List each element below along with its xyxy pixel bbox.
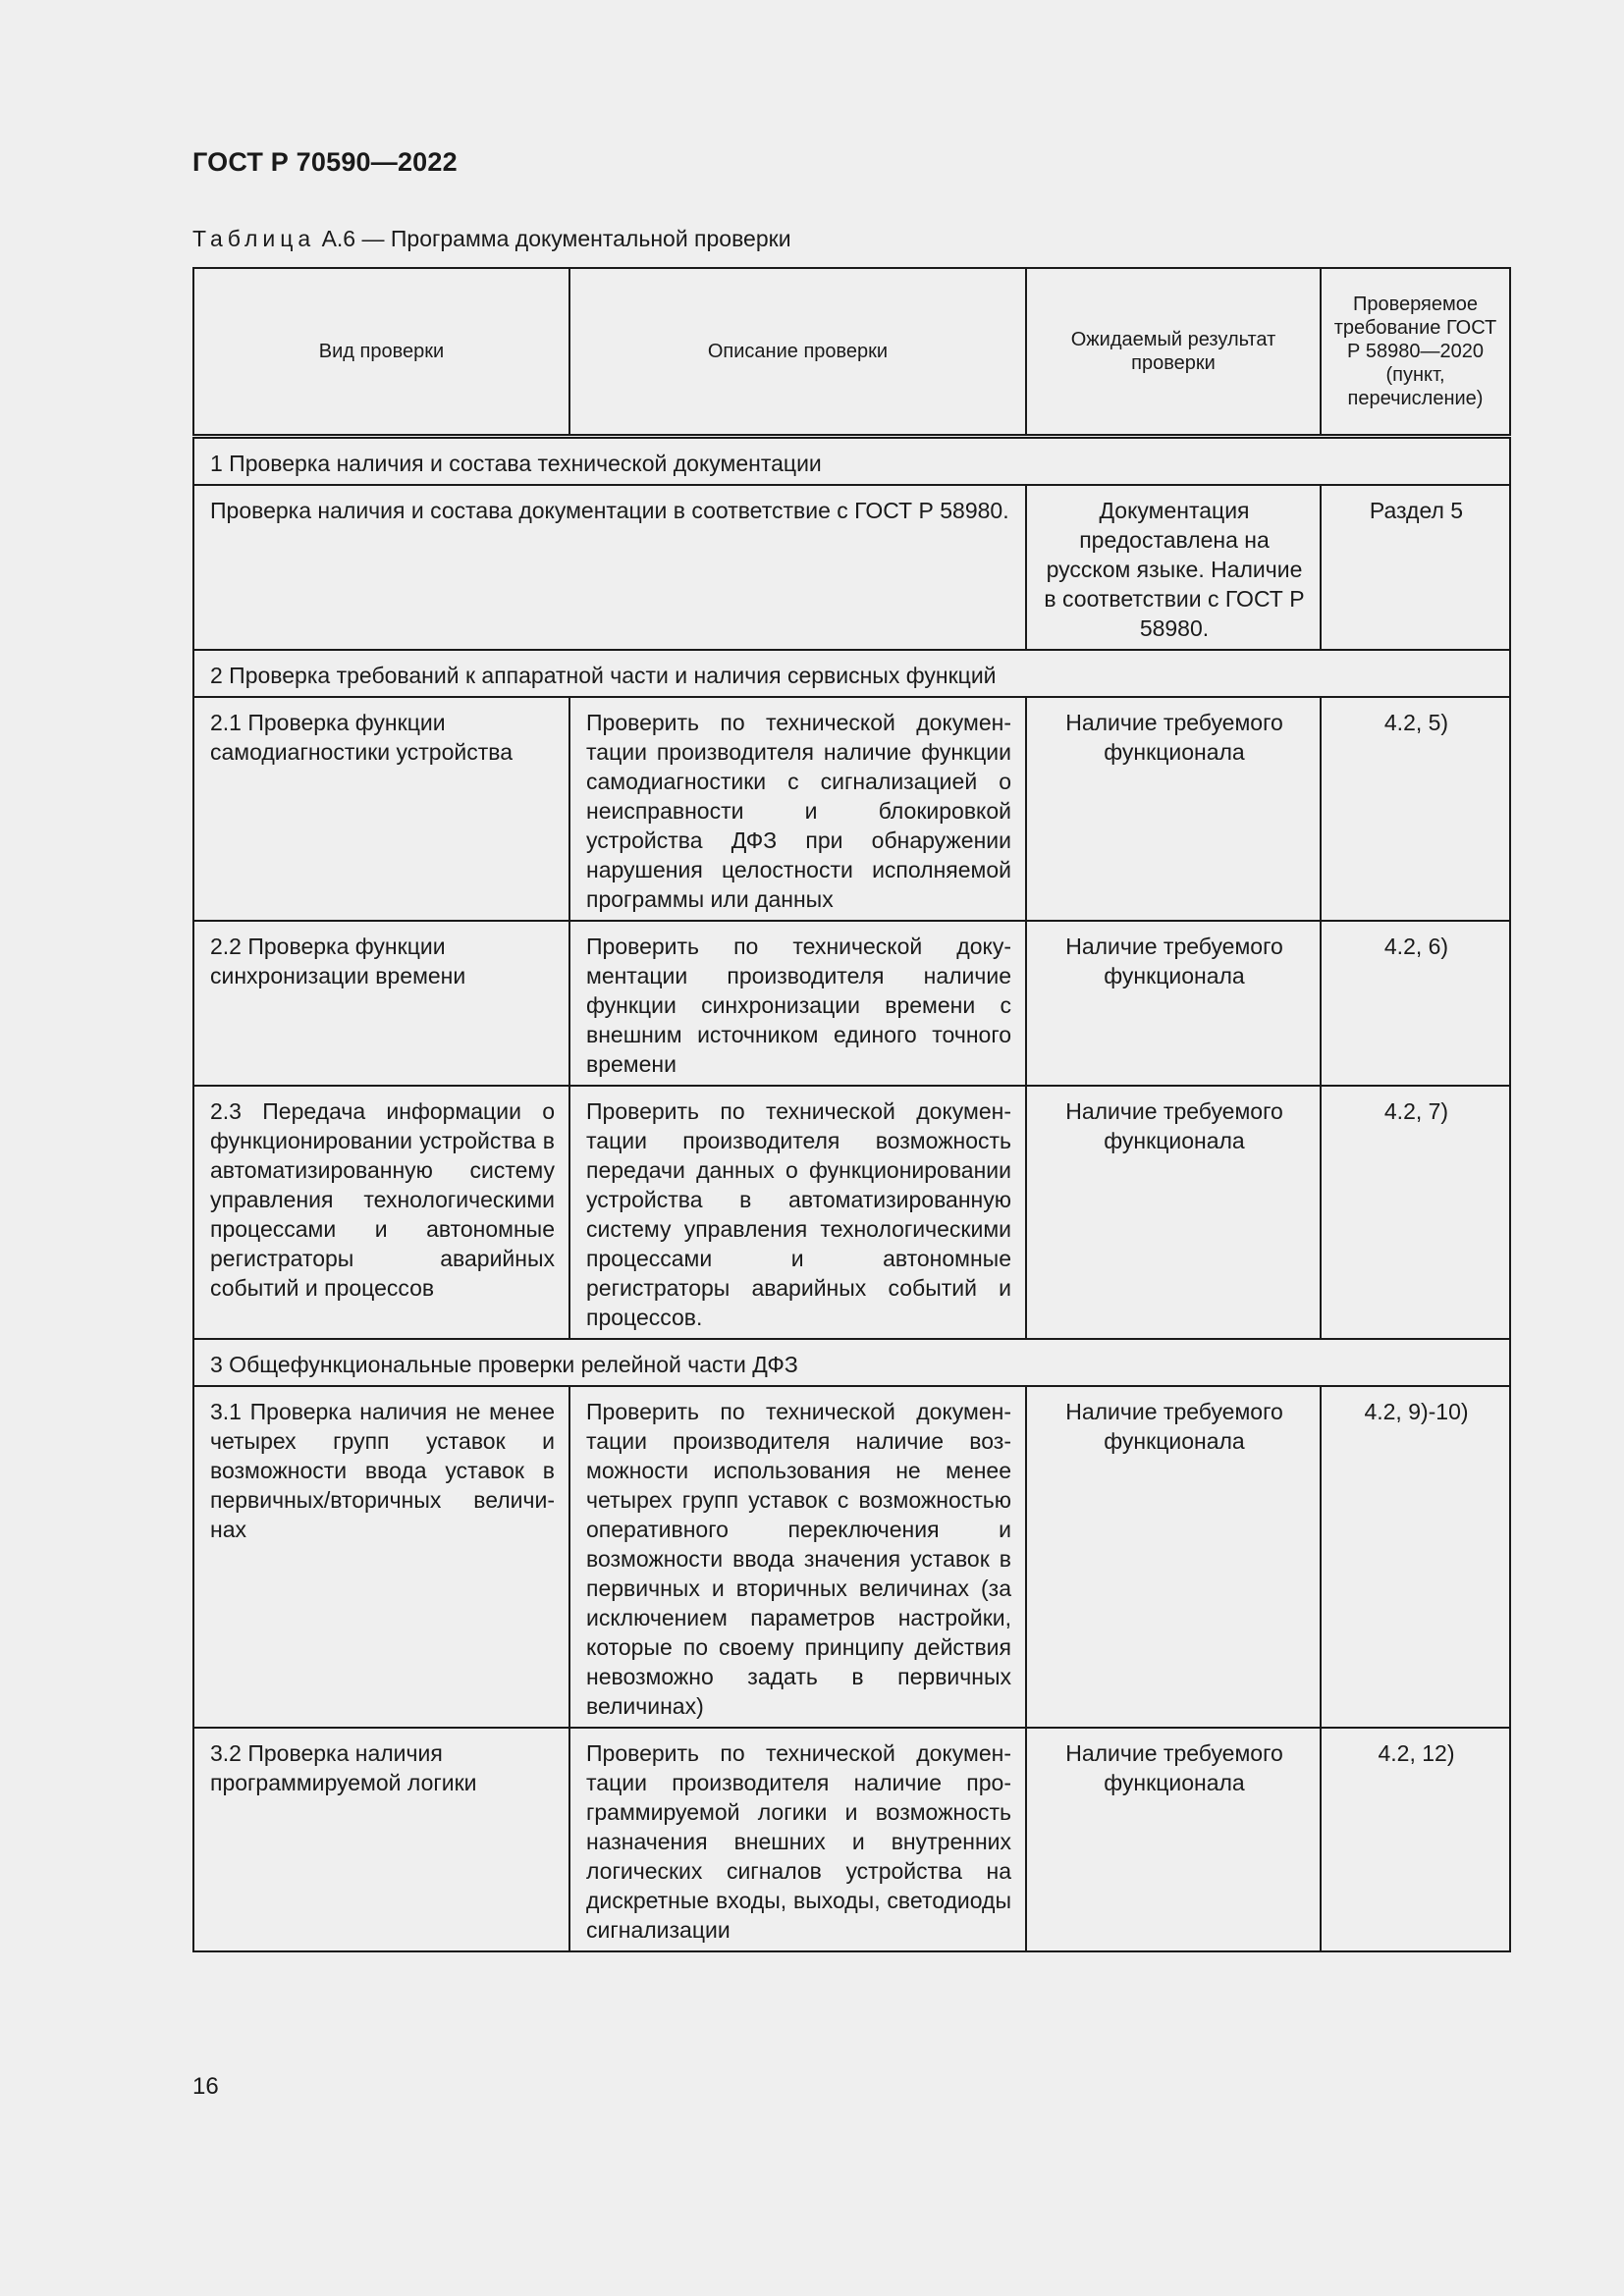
- section-title: 3 Общефункциональные проверки релейной части ДФЗ: [193, 1339, 1510, 1386]
- table-row: [193, 1086, 1510, 1339]
- cell-check-type: 2.2 Проверка функции синхронизации времени: [193, 921, 569, 1086]
- cell-description: Проверить по технической документации производителя наличие программируемой логики и возможность назначения внешних и внутренних логических сигналов устройства на дискретные входы, выходы, светодиоды сигнализации: [569, 1728, 1026, 1951]
- column-header-requirement: Проверяемое требование ГОСТ Р 58980—2020 (пункт, перечисление): [1321, 268, 1510, 437]
- column-header-check-type: Вид проверки: [193, 268, 569, 437]
- cell-expected-result: Наличие требуемого функционала: [1026, 921, 1321, 1086]
- cell-expected-result: Наличие требуемого функционала: [1026, 697, 1321, 921]
- table-caption-label: Таблица: [192, 226, 316, 251]
- section-title: 2 Проверка требований к аппаратной части и наличия сервисных функций: [193, 650, 1510, 697]
- cell-expected-result: Наличие требуемого функционала: [1026, 1086, 1321, 1339]
- cell-check-type: 2.1 Проверка функции самодиагностики устройства: [193, 697, 569, 921]
- cell-description: Проверить по технической документации производителя наличие функции самодиагностики с сигнализацией о неисправности и блокировкой устройства ДФЗ при обнаружении нарушения целостности исполняемой программы или данных: [569, 697, 1026, 921]
- cell-check: Проверка наличия и состава документации в соответствие с ГОСТ Р 58980.: [193, 485, 1026, 650]
- cell-requirement: 4.2, 9)-10): [1321, 1386, 1510, 1728]
- cell-description: Проверить по технической документации производителя наличие возможности использования не менее четырех групп уставок с возможностью оперативного переключения и возможности ввода значения уставок в первичных и вторичных величинах (за исключением параметров настройки, которые по своему принципу действия невозможно задать в первичных величинах): [569, 1386, 1026, 1728]
- table-row: [193, 1386, 1510, 1728]
- section-row: [193, 650, 1510, 697]
- table-row: [193, 921, 1510, 1086]
- page-number: 16: [192, 2073, 219, 2100]
- cell-requirement: 4.2, 12): [1321, 1728, 1510, 1951]
- table-row: [193, 1728, 1510, 1951]
- section-row: [193, 437, 1510, 486]
- cell-check-type: 2.3 Передача информации о функционировании устройства в автоматизированную систему управления технологическими процессами и автономные регистраторы аварийных событий и процессов: [193, 1086, 569, 1339]
- document-code: ГОСТ Р 70590—2022: [192, 147, 458, 177]
- table-caption-text: А.6 — Программа документальной проверки: [321, 226, 791, 251]
- table-caption: [192, 226, 791, 252]
- section-row: [193, 1339, 1510, 1386]
- cell-requirement: 4.2, 5): [1321, 697, 1510, 921]
- cell-expected-result: Наличие требуемого функционала: [1026, 1728, 1321, 1951]
- cell-requirement: 4.2, 6): [1321, 921, 1510, 1086]
- cell-requirement: Раздел 5: [1321, 485, 1510, 650]
- table-row: [193, 697, 1510, 921]
- cell-check-type: 3.1 Проверка наличия не менее четырех групп уставок и возможности ввода уставок в первичных/вторичных величинах: [193, 1386, 569, 1728]
- column-header-description: Описание проверки: [569, 268, 1026, 437]
- cell-description: Проверить по технической документации производителя наличие функции синхронизации времени с внешним источником единого точного времени: [569, 921, 1026, 1086]
- column-header-expected-result: Ожидаемый результат проверки: [1026, 268, 1321, 437]
- verification-program-table: [192, 267, 1511, 1952]
- table-header-row: [193, 268, 1510, 437]
- cell-expected-result: Документация предоставлена на русском языке. Наличие в соответствии с ГОСТ Р 58980.: [1026, 485, 1321, 650]
- cell-check-type: 3.2 Проверка наличия программируемой логики: [193, 1728, 569, 1951]
- cell-description: Проверить по технической документации производителя возможность передачи данных о функционировании устройства в автоматизированную систему управления технологическими процессами и автономные регистраторы аварийных событий и процессов.: [569, 1086, 1026, 1339]
- section-title: 1 Проверка наличия и состава технической документации: [193, 437, 1510, 486]
- table-row: [193, 485, 1510, 650]
- cell-requirement: 4.2, 7): [1321, 1086, 1510, 1339]
- cell-expected-result: Наличие требуемого функционала: [1026, 1386, 1321, 1728]
